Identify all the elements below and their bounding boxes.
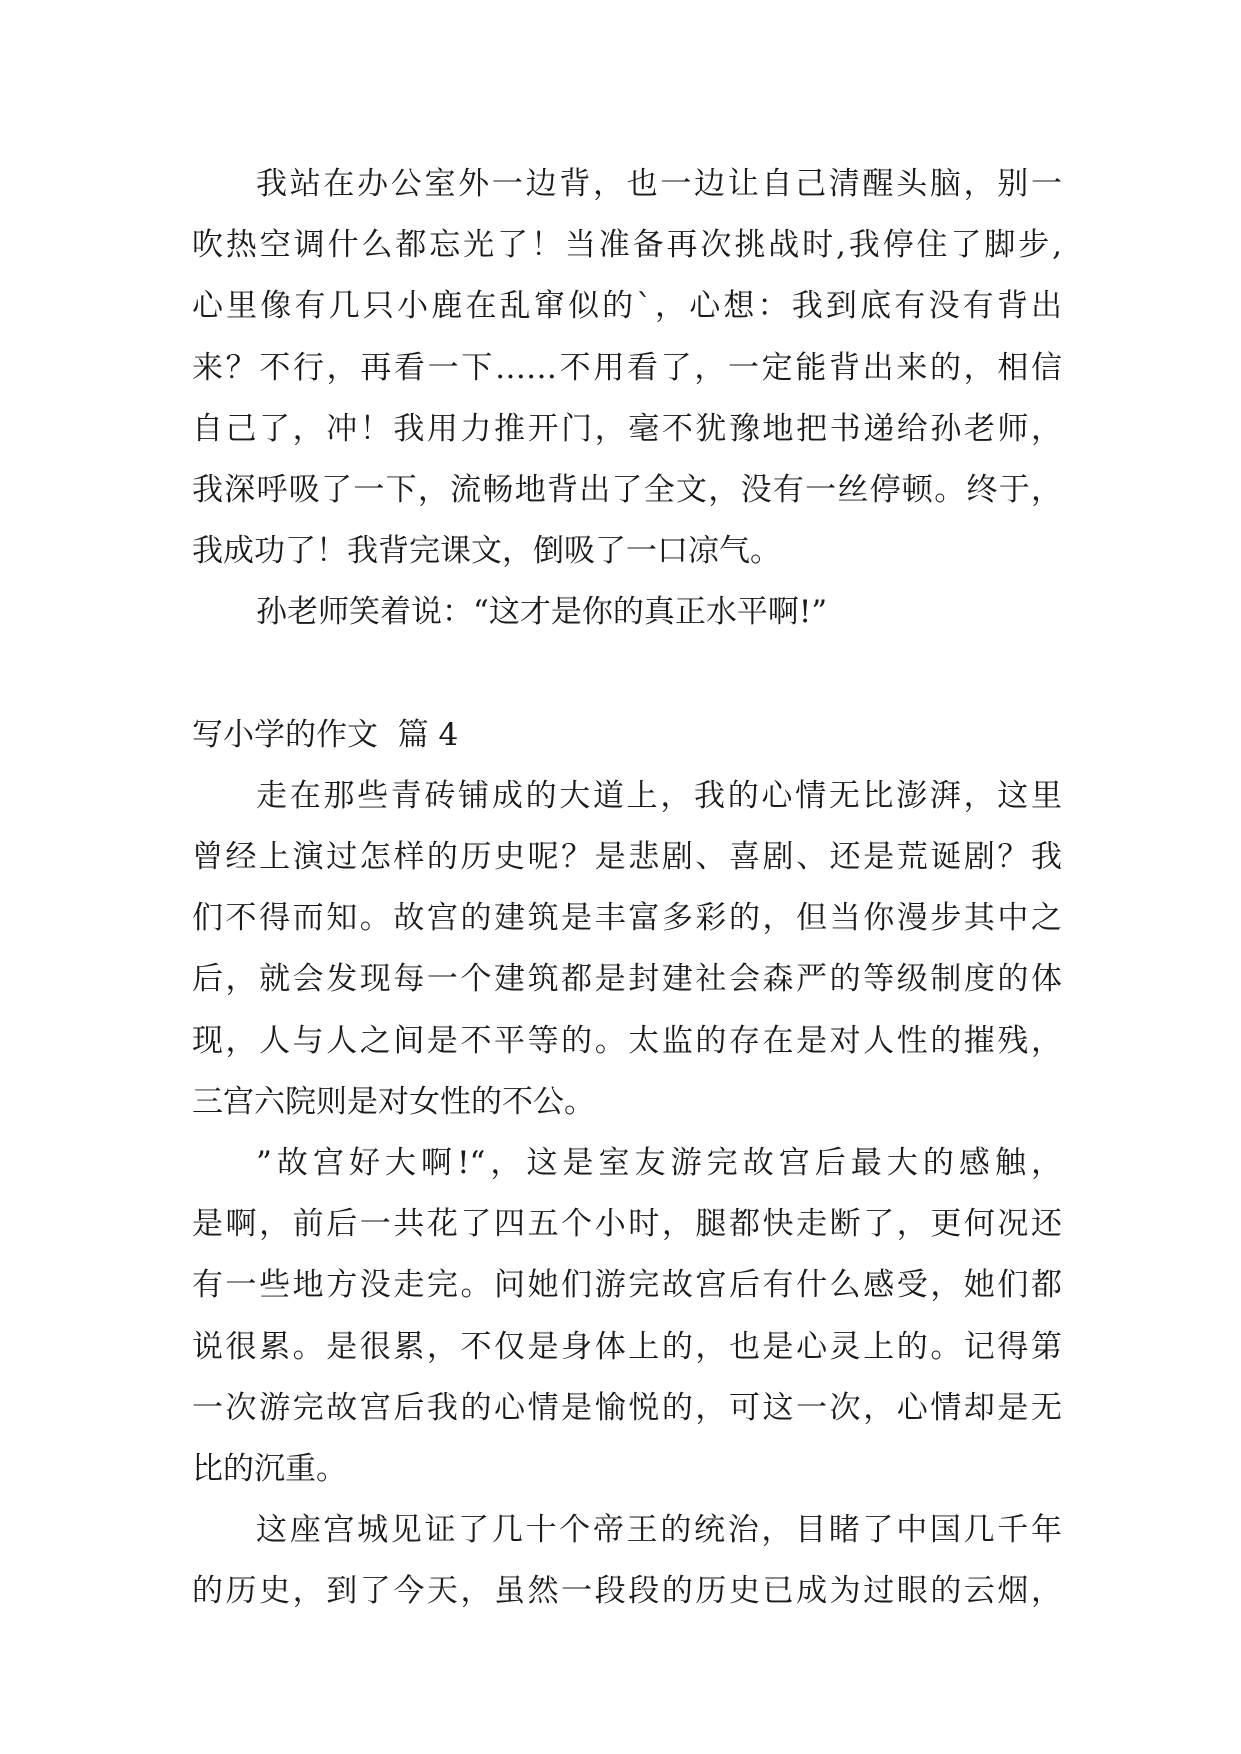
text-line: 是啊，前后一共花了四五个小时，腿都快走断了，更何况还 [192, 1206, 1062, 1243]
text-line: 吹热空调什么都忘光了！当准备再次挑战时,我停住了脚步, [192, 227, 1062, 264]
text-line: 三宫六院则是对女性的不公。 [192, 1083, 595, 1120]
text-line: 们不得而知。故宫的建筑是丰富多彩的，但当你漫步其中之 [192, 900, 1062, 937]
text-line: 的历史，到了今天，虽然一段段的历史已成为过眼的云烟， [192, 1573, 1062, 1610]
paragraph [192, 582, 1062, 643]
paragraph [192, 766, 1062, 1133]
text-line: 来？不行，再看一下……不用看了，一定能背出来的，相信 [192, 349, 1062, 386]
text-line: 我站在办公室外一边背，也一边让自己清醒头脑，别一 [256, 166, 1062, 202]
section-spacer [192, 644, 1062, 705]
paragraph [192, 154, 1062, 582]
paragraph [192, 1500, 1062, 1622]
text-line: 我深呼吸了一下，流畅地背出了全文，没有一丝停顿。终于， [192, 471, 1062, 508]
text-line: 孙老师笑着说：“这才是你的真正水平啊!” [256, 594, 828, 631]
text-line: 比的沉重。 [192, 1450, 347, 1487]
text-line: 现，人与人之间是不平等的。太监的存在是对人性的摧残， [192, 1022, 1062, 1059]
text-line: 后，就会发现每一个建筑都是封建社会森严的等级制度的体 [192, 961, 1062, 998]
text-line: 曾经上演过怎样的历史呢？是悲剧、喜剧、还是荒诞剧？我 [192, 839, 1062, 876]
text-line: 说很累。是很累，不仅是身体上的，也是心灵上的。记得第 [192, 1328, 1062, 1365]
text-line: ”故宫好大啊!“，这是室友游完故宫后最大的感触， [256, 1145, 1062, 1181]
text-line: 走在那些青砖铺成的大道上，我的心情无比澎湃，这里 [256, 777, 1062, 814]
text-line: 有一些地方没走完。问她们游完故宫后有什么感受，她们都 [192, 1267, 1062, 1304]
document-body [192, 154, 1062, 1623]
paragraph [192, 1133, 1062, 1500]
text-line: 我成功了！我背完课文，倒吸了一口凉气。 [192, 533, 781, 570]
text-line: 自己了，冲！我用力推开门，毫不犹豫地把书递给孙老师， [192, 410, 1062, 447]
text-line: 一次游完故宫后我的心情是愉悦的，可这一次，心情却是无 [192, 1389, 1062, 1426]
section-heading: 写小学的作文 篇 4 [192, 716, 459, 753]
text-line: 心里像有几只小鹿在乱窜似的`，心想：我到底有没有背出 [192, 288, 1062, 325]
text-line: 这座宫城见证了几十个帝王的统治，目睹了中国几千年 [256, 1512, 1062, 1549]
